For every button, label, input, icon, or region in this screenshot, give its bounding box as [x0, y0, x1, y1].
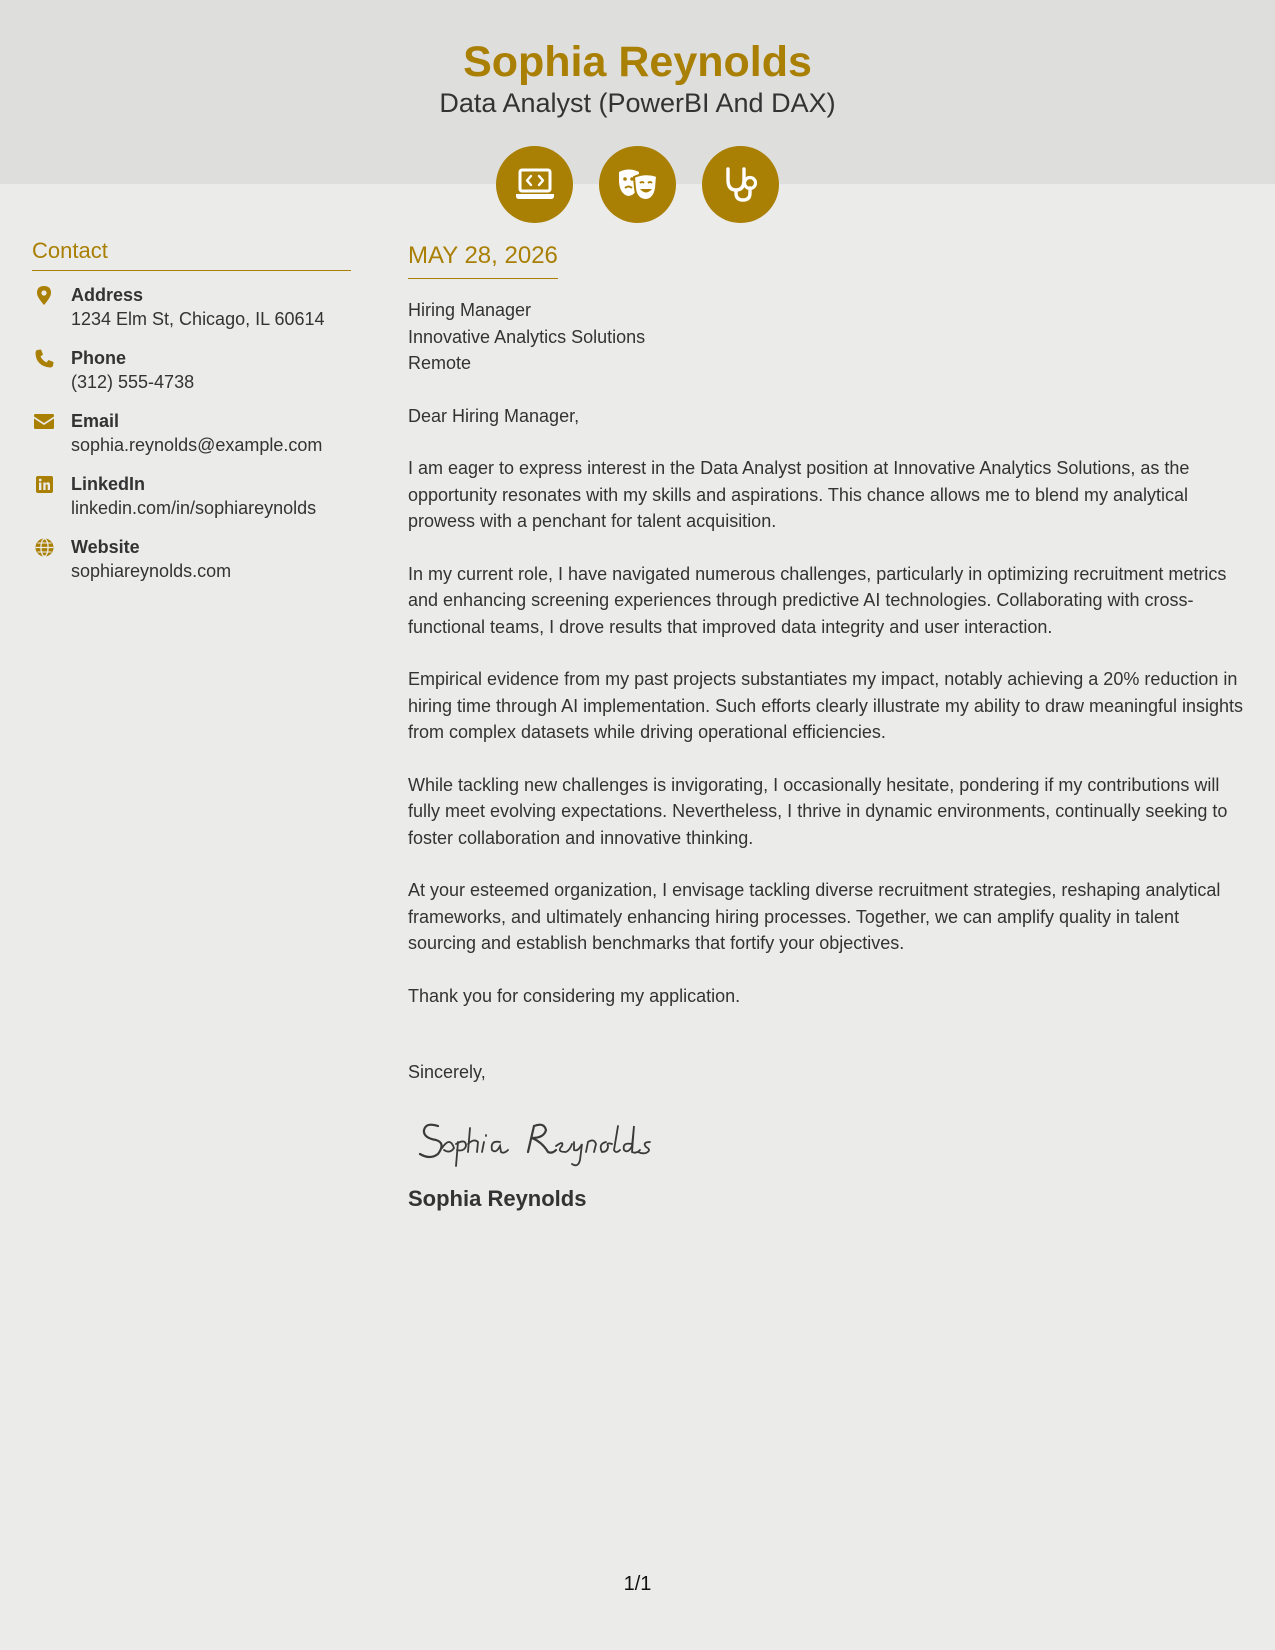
contact-label: Address [71, 285, 144, 305]
signed-name: Sophia Reynolds [408, 1185, 587, 1211]
phone-icon [34, 348, 54, 368]
recipient-line: Remote [408, 353, 472, 373]
letter-body [408, 236, 1248, 1214]
letter-date: MAY 28, 2026 [408, 236, 558, 279]
laptop-code-icon [496, 146, 573, 223]
theater-masks-icon [599, 146, 676, 223]
contact-item-address [32, 283, 351, 346]
email-value[interactable]: sophia.reynolds@example.com [71, 435, 323, 455]
contact-item-email [32, 409, 351, 472]
globe-icon [34, 537, 54, 557]
contact-label: Website [71, 537, 140, 557]
applicant-name: Sophia Reynolds [463, 38, 812, 86]
contact-label: Phone [71, 348, 127, 368]
recipient-line: Hiring Manager [408, 300, 532, 320]
linkedin-icon [34, 474, 54, 494]
linkedin-value[interactable]: linkedin.com/in/sophiareynolds [71, 498, 317, 518]
contact-item-phone [32, 346, 351, 409]
envelope-icon [34, 411, 54, 431]
map-marker-icon [34, 285, 54, 305]
contact-section [32, 236, 351, 598]
contact-label: LinkedIn [71, 474, 146, 494]
page-number: 1/1 [623, 1573, 652, 1595]
phone-value[interactable]: (312) 555-4738 [71, 372, 195, 392]
contact-item-linkedin [32, 472, 351, 535]
address-value: 1234 Elm St, Chicago, IL 60614 [71, 309, 325, 329]
contact-label: Email [71, 411, 120, 431]
letter-paragraph: Thank you for considering my application. [408, 985, 741, 1006]
applicant-role: Data Analyst (PowerBI And DAX) [439, 88, 836, 118]
letter-paragraph: At your esteemed organization, I envisage tackling diverse recruitment strategies, reshaping analytical frameworks, and ultimately enhancing hiring processes. Together, we can amplify quality in talent sourcing and establish benchmarks that fortify your objectives. [408, 880, 1221, 953]
letter-paragraph: While tackling new challenges is invigorating, I occasionally hesitate, pondering if my contributions will fully meet evolving expectations. Nevertheless, I thrive in dynamic environments, continually seeking to foster collaboration and innovative thinking. [408, 774, 1228, 848]
recipient-line: Innovative Analytics Solutions [408, 326, 646, 347]
contact-list [32, 283, 351, 598]
closing: Sincerely, [408, 1062, 486, 1082]
salutation: Dear Hiring Manager, [408, 405, 580, 426]
contact-title: Contact [32, 236, 351, 271]
header-icons [496, 146, 779, 223]
contact-item-website [32, 535, 351, 598]
letter-paragraph: I am eager to express interest in the Data Analyst position at Innovative Analytics Solutions, as the opportunity resonates with my skills and aspirations. This chance allows me to blend my analytical prowess with a penchant for talent acquisition. [408, 458, 1190, 531]
stethoscope-icon [702, 146, 779, 223]
letter-paragraph: In my current role, I have navigated numerous challenges, particularly in optimizing recruitment metrics and enhancing screening experiences through predictive AI technologies. Collaborating with cross-functional teams, I drove results that improved data integrity and user interaction. [408, 563, 1227, 637]
recipient-block [408, 297, 1248, 377]
website-value[interactable]: sophiareynolds.com [71, 561, 232, 581]
letter-paragraph: Empirical evidence from my past projects substantiates my impact, notably achieving a 20% reduction in hiring time through AI implementation. Such efforts clearly illustrate my ability to draw meaningful insights from complex datasets while driving operational efficiencies. [408, 669, 1244, 742]
signature-image [416, 1110, 676, 1170]
